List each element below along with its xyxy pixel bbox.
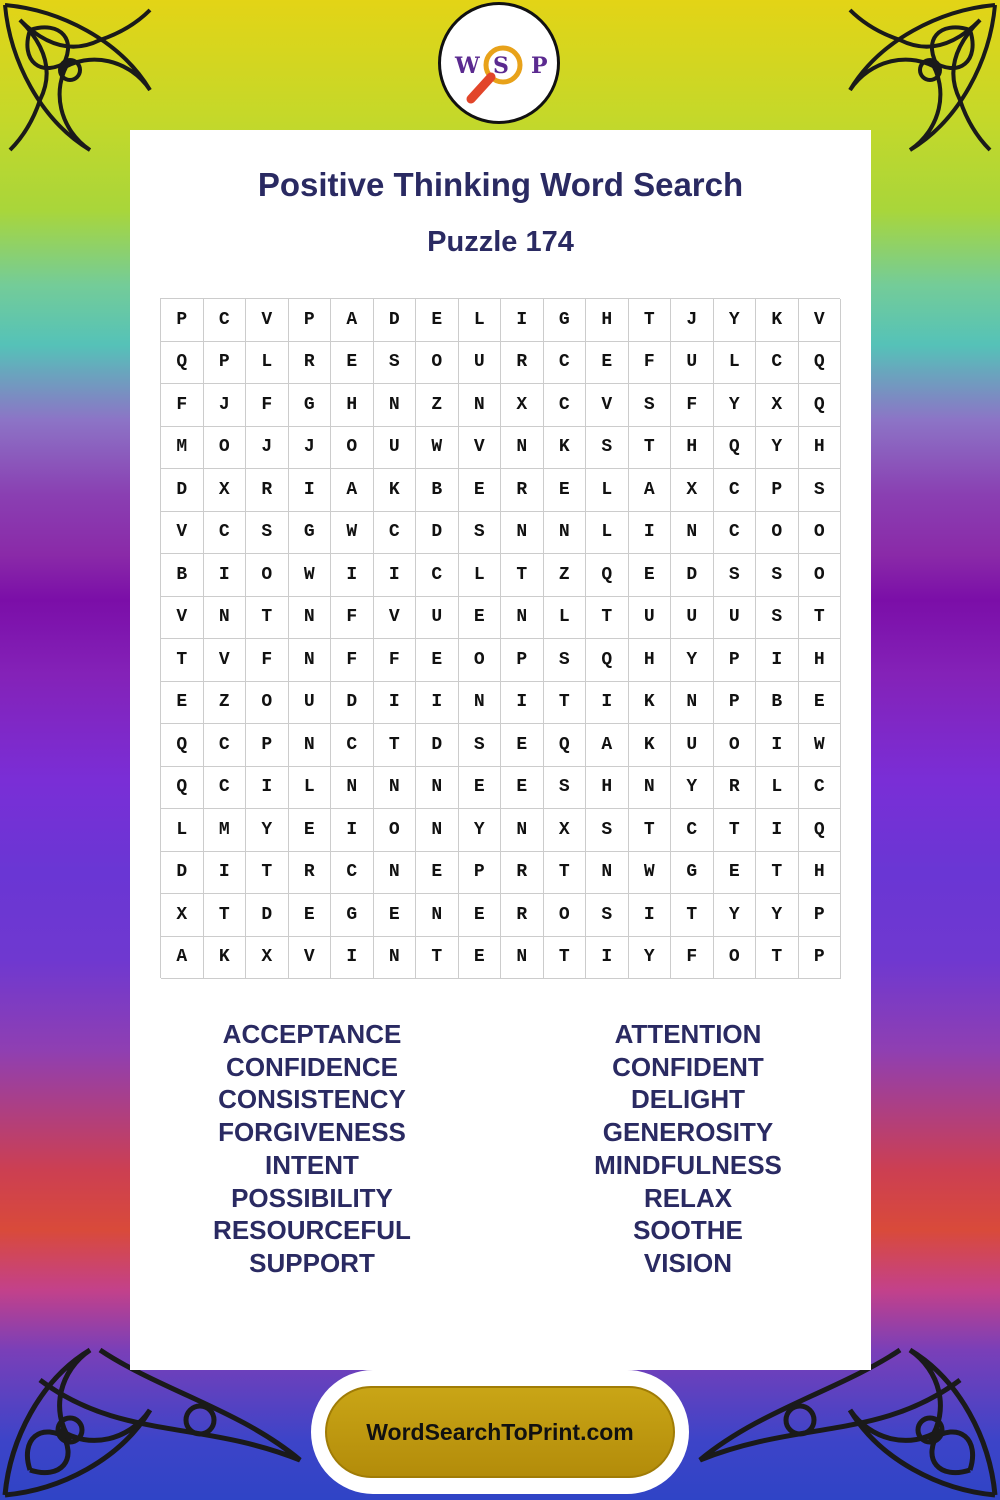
- grid-cell[interactable]: C: [756, 342, 799, 385]
- word-item: DELIGHT: [630, 1084, 746, 1115]
- grid-cell[interactable]: E: [501, 724, 544, 767]
- grid-cell[interactable]: F: [629, 342, 672, 385]
- grid-cell[interactable]: N: [544, 512, 587, 555]
- grid-cell[interactable]: L: [289, 767, 332, 810]
- grid-cell[interactable]: F: [671, 384, 714, 427]
- grid-cell[interactable]: E: [416, 852, 459, 895]
- grid-cell[interactable]: E: [501, 767, 544, 810]
- word-item: ATTENTION: [614, 1019, 762, 1049]
- grid-cell[interactable]: T: [544, 682, 587, 725]
- word-item: ACCEPTANCE: [222, 1019, 402, 1049]
- puzzle-number: Puzzle 174: [427, 226, 574, 258]
- grid-cell[interactable]: W: [416, 427, 459, 470]
- grid-cell[interactable]: S: [544, 767, 587, 810]
- grid-cell[interactable]: V: [161, 597, 204, 640]
- grid-cell[interactable]: A: [586, 724, 629, 767]
- grid-cell[interactable]: S: [756, 554, 799, 597]
- grid-cell[interactable]: O: [714, 724, 757, 767]
- grid-cell[interactable]: P: [714, 639, 757, 682]
- grid-cell[interactable]: L: [459, 554, 502, 597]
- grid-cell[interactable]: E: [331, 342, 374, 385]
- grid-cell[interactable]: I: [586, 682, 629, 725]
- grid-cell[interactable]: Q: [161, 724, 204, 767]
- grid-cell[interactable]: I: [204, 852, 247, 895]
- grid-cell[interactable]: O: [204, 427, 247, 470]
- logo-letter-s: S: [493, 53, 509, 79]
- grid-cell[interactable]: N: [501, 937, 544, 980]
- grid-cell[interactable]: L: [714, 342, 757, 385]
- grid-cell[interactable]: I: [331, 809, 374, 852]
- grid-cell[interactable]: R: [501, 342, 544, 385]
- grid-cell[interactable]: Y: [714, 299, 757, 342]
- grid-cell[interactable]: N: [204, 597, 247, 640]
- grid-cell[interactable]: N: [374, 384, 417, 427]
- grid-cell[interactable]: L: [161, 809, 204, 852]
- grid-cell[interactable]: C: [544, 342, 587, 385]
- grid-cell[interactable]: Q: [586, 639, 629, 682]
- grid-cell[interactable]: O: [246, 682, 289, 725]
- grid-cell[interactable]: P: [799, 894, 842, 937]
- word-list-left: [162, 1018, 462, 1280]
- grid-cell[interactable]: X: [161, 894, 204, 937]
- grid-cell[interactable]: N: [501, 597, 544, 640]
- grid-cell[interactable]: V: [586, 384, 629, 427]
- word-item: SUPPORT: [249, 1247, 375, 1278]
- logo-letter-w: W: [455, 53, 480, 79]
- grid-cell[interactable]: F: [374, 639, 417, 682]
- grid-cell[interactable]: L: [459, 299, 502, 342]
- grid-cell[interactable]: W: [289, 554, 332, 597]
- grid-cell[interactable]: G: [331, 894, 374, 937]
- grid-cell[interactable]: N: [289, 639, 332, 682]
- grid-cell[interactable]: F: [331, 597, 374, 640]
- grid-cell[interactable]: O: [416, 342, 459, 385]
- grid-cell[interactable]: E: [544, 469, 587, 512]
- grid-cell[interactable]: E: [714, 852, 757, 895]
- grid-cell[interactable]: C: [544, 384, 587, 427]
- grid-cell[interactable]: R: [501, 852, 544, 895]
- grid-cell[interactable]: S: [799, 469, 842, 512]
- grid-cell[interactable]: I: [374, 682, 417, 725]
- grid-cell[interactable]: L: [586, 469, 629, 512]
- word-item: POSSIBILITY: [231, 1182, 393, 1213]
- grid-cell[interactable]: U: [459, 342, 502, 385]
- grid-cell[interactable]: R: [289, 852, 332, 895]
- grid-cell[interactable]: Y: [629, 937, 672, 980]
- grid-cell[interactable]: U: [416, 597, 459, 640]
- grid-cell[interactable]: I: [501, 299, 544, 342]
- grid-cell[interactable]: T: [714, 809, 757, 852]
- grid-cell[interactable]: V: [374, 597, 417, 640]
- grid-cell[interactable]: D: [331, 682, 374, 725]
- word-list-right: [538, 1018, 838, 1280]
- grid-cell[interactable]: O: [714, 937, 757, 980]
- grid-cell[interactable]: N: [501, 427, 544, 470]
- grid-cell[interactable]: C: [331, 724, 374, 767]
- grid-cell[interactable]: P: [501, 639, 544, 682]
- grid-cell[interactable]: K: [629, 682, 672, 725]
- grid-cell[interactable]: B: [416, 469, 459, 512]
- grid-cell[interactable]: T: [629, 427, 672, 470]
- grid-cell[interactable]: Y: [714, 894, 757, 937]
- grid-cell[interactable]: A: [629, 469, 672, 512]
- grid-cell[interactable]: D: [671, 554, 714, 597]
- grid-cell[interactable]: C: [374, 512, 417, 555]
- grid-cell[interactable]: I: [586, 937, 629, 980]
- grid-cell[interactable]: E: [416, 639, 459, 682]
- grid-cell[interactable]: T: [161, 639, 204, 682]
- grid-cell[interactable]: X: [501, 384, 544, 427]
- word-item: GENEROSITY: [602, 1117, 774, 1148]
- grid-cell[interactable]: C: [671, 809, 714, 852]
- grid-cell[interactable]: A: [331, 469, 374, 512]
- grid-cell[interactable]: N: [416, 767, 459, 810]
- grid-cell[interactable]: U: [374, 427, 417, 470]
- grid-cell[interactable]: F: [161, 384, 204, 427]
- grid-cell[interactable]: I: [246, 767, 289, 810]
- grid-cell[interactable]: C: [714, 469, 757, 512]
- grid-cell[interactable]: G: [544, 299, 587, 342]
- grid-cell[interactable]: P: [756, 469, 799, 512]
- grid-cell[interactable]: Y: [714, 384, 757, 427]
- grid-cell[interactable]: S: [629, 384, 672, 427]
- grid-cell[interactable]: T: [246, 597, 289, 640]
- grid-cell[interactable]: S: [714, 554, 757, 597]
- grid-cell[interactable]: N: [671, 512, 714, 555]
- grid-cell[interactable]: O: [459, 639, 502, 682]
- grid-cell[interactable]: R: [246, 469, 289, 512]
- grid-cell[interactable]: H: [799, 427, 842, 470]
- grid-cell[interactable]: C: [204, 512, 247, 555]
- grid-cell[interactable]: E: [289, 894, 332, 937]
- grid-cell[interactable]: G: [671, 852, 714, 895]
- grid-cell[interactable]: A: [161, 937, 204, 980]
- grid-cell[interactable]: L: [246, 342, 289, 385]
- grid-cell[interactable]: U: [671, 724, 714, 767]
- grid-cell[interactable]: I: [501, 682, 544, 725]
- grid-cell[interactable]: M: [204, 809, 247, 852]
- grid-cell[interactable]: H: [799, 852, 842, 895]
- grid-cell[interactable]: E: [586, 342, 629, 385]
- grid-cell[interactable]: Y: [671, 639, 714, 682]
- site-logo[interactable]: [438, 2, 560, 124]
- footer-badge: [311, 1370, 689, 1494]
- grid-cell[interactable]: O: [799, 554, 842, 597]
- grid-cell[interactable]: S: [586, 427, 629, 470]
- grid-cell[interactable]: G: [289, 512, 332, 555]
- grid-cell[interactable]: O: [756, 512, 799, 555]
- grid-cell[interactable]: N: [374, 937, 417, 980]
- grid-cell[interactable]: Q: [799, 809, 842, 852]
- grid-cell[interactable]: N: [416, 809, 459, 852]
- grid-cell[interactable]: C: [204, 299, 247, 342]
- grid-cell[interactable]: N: [289, 597, 332, 640]
- grid-cell[interactable]: S: [246, 512, 289, 555]
- grid-cell[interactable]: T: [671, 894, 714, 937]
- grid-cell[interactable]: T: [629, 299, 672, 342]
- grid-cell[interactable]: N: [289, 724, 332, 767]
- grid-cell[interactable]: D: [416, 724, 459, 767]
- grid-cell[interactable]: P: [714, 682, 757, 725]
- grid-cell[interactable]: I: [629, 894, 672, 937]
- grid-cell[interactable]: Y: [246, 809, 289, 852]
- grid-cell[interactable]: J: [289, 427, 332, 470]
- grid-cell[interactable]: W: [799, 724, 842, 767]
- grid-cell[interactable]: Q: [799, 342, 842, 385]
- grid-cell[interactable]: C: [416, 554, 459, 597]
- grid-cell[interactable]: U: [629, 597, 672, 640]
- grid-cell[interactable]: E: [459, 937, 502, 980]
- grid-cell[interactable]: X: [671, 469, 714, 512]
- grid-cell[interactable]: B: [756, 682, 799, 725]
- grid-cell[interactable]: C: [204, 767, 247, 810]
- grid-cell[interactable]: S: [586, 894, 629, 937]
- word-item: INTENT: [265, 1149, 359, 1180]
- grid-cell[interactable]: L: [586, 512, 629, 555]
- grid-cell[interactable]: Z: [416, 384, 459, 427]
- grid-cell[interactable]: K: [756, 299, 799, 342]
- grid-cell[interactable]: H: [629, 639, 672, 682]
- grid-cell[interactable]: W: [629, 852, 672, 895]
- grid-cell[interactable]: Y: [756, 427, 799, 470]
- grid-cell[interactable]: Q: [799, 384, 842, 427]
- grid-cell[interactable]: S: [459, 724, 502, 767]
- grid-cell[interactable]: V: [161, 512, 204, 555]
- grid-cell[interactable]: P: [161, 299, 204, 342]
- grid-cell[interactable]: P: [459, 852, 502, 895]
- grid-cell[interactable]: Y: [671, 767, 714, 810]
- grid-cell[interactable]: R: [501, 894, 544, 937]
- grid-cell[interactable]: T: [416, 937, 459, 980]
- grid-cell[interactable]: N: [459, 384, 502, 427]
- grid-cell[interactable]: D: [416, 512, 459, 555]
- grid-cell[interactable]: U: [289, 682, 332, 725]
- grid-cell[interactable]: I: [331, 937, 374, 980]
- word-item: CONFIDENCE: [226, 1051, 398, 1082]
- grid-cell[interactable]: I: [756, 639, 799, 682]
- grid-cell[interactable]: H: [799, 639, 842, 682]
- grid-cell[interactable]: S: [586, 809, 629, 852]
- word-item: RELAX: [643, 1182, 733, 1213]
- grid-cell[interactable]: F: [246, 384, 289, 427]
- grid-cell[interactable]: N: [629, 767, 672, 810]
- grid-cell[interactable]: T: [544, 852, 587, 895]
- grid-cell[interactable]: N: [501, 809, 544, 852]
- grid-cell[interactable]: D: [161, 469, 204, 512]
- grid-cell[interactable]: P: [204, 342, 247, 385]
- grid-cell[interactable]: K: [629, 724, 672, 767]
- grid-cell[interactable]: U: [671, 597, 714, 640]
- grid-cell[interactable]: I: [331, 554, 374, 597]
- grid-cell[interactable]: N: [586, 852, 629, 895]
- grid-cell[interactable]: Y: [459, 809, 502, 852]
- grid-cell[interactable]: Z: [204, 682, 247, 725]
- grid-cell[interactable]: H: [331, 384, 374, 427]
- grid-cell[interactable]: O: [544, 894, 587, 937]
- word-item: VISION: [643, 1247, 733, 1278]
- grid-cell[interactable]: T: [544, 937, 587, 980]
- grid-cell[interactable]: T: [629, 809, 672, 852]
- grid-cell[interactable]: K: [374, 469, 417, 512]
- grid-cell[interactable]: J: [246, 427, 289, 470]
- grid-cell[interactable]: V: [246, 299, 289, 342]
- grid-cell[interactable]: Q: [714, 427, 757, 470]
- grid-cell[interactable]: E: [289, 809, 332, 852]
- grid-cell[interactable]: R: [714, 767, 757, 810]
- grid-cell[interactable]: D: [374, 299, 417, 342]
- grid-cell[interactable]: U: [714, 597, 757, 640]
- word-item: FORGIVENESS: [218, 1117, 406, 1148]
- grid-cell[interactable]: J: [204, 384, 247, 427]
- grid-cell[interactable]: C: [204, 724, 247, 767]
- grid-cell[interactable]: K: [544, 427, 587, 470]
- grid-cell[interactable]: N: [416, 894, 459, 937]
- grid-cell[interactable]: O: [374, 809, 417, 852]
- grid-cell[interactable]: T: [204, 894, 247, 937]
- grid-cell[interactable]: P: [289, 299, 332, 342]
- grid-cell[interactable]: L: [544, 597, 587, 640]
- grid-cell[interactable]: Q: [161, 342, 204, 385]
- grid-cell[interactable]: O: [331, 427, 374, 470]
- site-link[interactable]: WordSearchToPrint.com: [325, 1386, 675, 1478]
- grid-cell[interactable]: Z: [544, 554, 587, 597]
- grid-cell[interactable]: E: [629, 554, 672, 597]
- word-item: MINDFULNESS: [594, 1149, 782, 1180]
- grid-cell[interactable]: T: [799, 597, 842, 640]
- word-item: SOOTHE: [633, 1215, 743, 1246]
- grid-cell[interactable]: M: [161, 427, 204, 470]
- grid-cell[interactable]: T: [246, 852, 289, 895]
- grid-cell[interactable]: J: [671, 299, 714, 342]
- grid-cell[interactable]: W: [331, 512, 374, 555]
- grid-cell[interactable]: B: [161, 554, 204, 597]
- grid-cell[interactable]: E: [459, 469, 502, 512]
- word-item: RESOURCEFUL: [213, 1215, 411, 1246]
- grid-cell[interactable]: X: [204, 469, 247, 512]
- grid-cell[interactable]: Q: [586, 554, 629, 597]
- grid-cell[interactable]: S: [756, 597, 799, 640]
- grid-cell[interactable]: P: [799, 937, 842, 980]
- grid-cell[interactable]: E: [459, 894, 502, 937]
- grid-cell[interactable]: T: [756, 852, 799, 895]
- grid-cell[interactable]: H: [586, 299, 629, 342]
- page-title: Positive Thinking Word Search: [257, 166, 744, 203]
- grid-cell[interactable]: R: [501, 469, 544, 512]
- grid-cell[interactable]: E: [799, 682, 842, 725]
- grid-cell[interactable]: G: [289, 384, 332, 427]
- grid-cell[interactable]: S: [459, 512, 502, 555]
- grid-cell[interactable]: F: [331, 639, 374, 682]
- grid-cell[interactable]: T: [586, 597, 629, 640]
- letter-grid: [160, 298, 840, 978]
- grid-cell[interactable]: F: [246, 639, 289, 682]
- grid-cell[interactable]: I: [756, 724, 799, 767]
- grid-cell[interactable]: S: [544, 639, 587, 682]
- grid-cell[interactable]: V: [459, 427, 502, 470]
- word-item: CONFIDENT: [612, 1051, 764, 1082]
- logo-letter-p: P: [531, 53, 548, 79]
- grid-cell[interactable]: C: [799, 767, 842, 810]
- grid-cell[interactable]: X: [756, 384, 799, 427]
- grid-cell[interactable]: U: [671, 342, 714, 385]
- grid-cell[interactable]: Q: [161, 767, 204, 810]
- grid-cell[interactable]: V: [204, 639, 247, 682]
- grid-cell[interactable]: I: [629, 512, 672, 555]
- grid-cell[interactable]: Y: [756, 894, 799, 937]
- grid-cell[interactable]: L: [756, 767, 799, 810]
- grid-cell[interactable]: D: [246, 894, 289, 937]
- grid-cell[interactable]: H: [671, 427, 714, 470]
- grid-cell[interactable]: I: [289, 469, 332, 512]
- grid-cell[interactable]: V: [799, 299, 842, 342]
- grid-cell[interactable]: N: [331, 767, 374, 810]
- grid-cell[interactable]: E: [161, 682, 204, 725]
- grid-cell[interactable]: C: [714, 512, 757, 555]
- grid-cell[interactable]: E: [459, 597, 502, 640]
- puzzle-card: [130, 130, 871, 1370]
- word-item: CONSISTENCY: [218, 1084, 406, 1115]
- grid-cell[interactable]: X: [246, 937, 289, 980]
- grid-cell[interactable]: H: [586, 767, 629, 810]
- grid-cell[interactable]: E: [374, 894, 417, 937]
- grid-cell[interactable]: D: [161, 852, 204, 895]
- grid-cell[interactable]: T: [501, 554, 544, 597]
- grid-cell[interactable]: N: [459, 682, 502, 725]
- grid-cell[interactable]: F: [671, 937, 714, 980]
- grid-cell[interactable]: E: [416, 299, 459, 342]
- grid-cell[interactable]: I: [204, 554, 247, 597]
- grid-cell[interactable]: A: [331, 299, 374, 342]
- grid-cell[interactable]: I: [756, 809, 799, 852]
- grid-cell[interactable]: X: [544, 809, 587, 852]
- grid-cell[interactable]: N: [671, 682, 714, 725]
- grid-cell[interactable]: O: [246, 554, 289, 597]
- grid-cell[interactable]: V: [289, 937, 332, 980]
- grid-cell[interactable]: R: [289, 342, 332, 385]
- grid-cell[interactable]: Q: [544, 724, 587, 767]
- grid-cell[interactable]: I: [374, 554, 417, 597]
- grid-cell[interactable]: E: [459, 767, 502, 810]
- grid-cell[interactable]: I: [416, 682, 459, 725]
- grid-cell[interactable]: T: [756, 937, 799, 980]
- grid-cell[interactable]: O: [799, 512, 842, 555]
- grid-cell[interactable]: S: [374, 342, 417, 385]
- grid-cell[interactable]: T: [374, 724, 417, 767]
- grid-cell[interactable]: N: [374, 767, 417, 810]
- grid-cell[interactable]: P: [246, 724, 289, 767]
- grid-cell[interactable]: N: [501, 512, 544, 555]
- grid-cell[interactable]: N: [374, 852, 417, 895]
- grid-cell[interactable]: C: [331, 852, 374, 895]
- grid-cell[interactable]: K: [204, 937, 247, 980]
